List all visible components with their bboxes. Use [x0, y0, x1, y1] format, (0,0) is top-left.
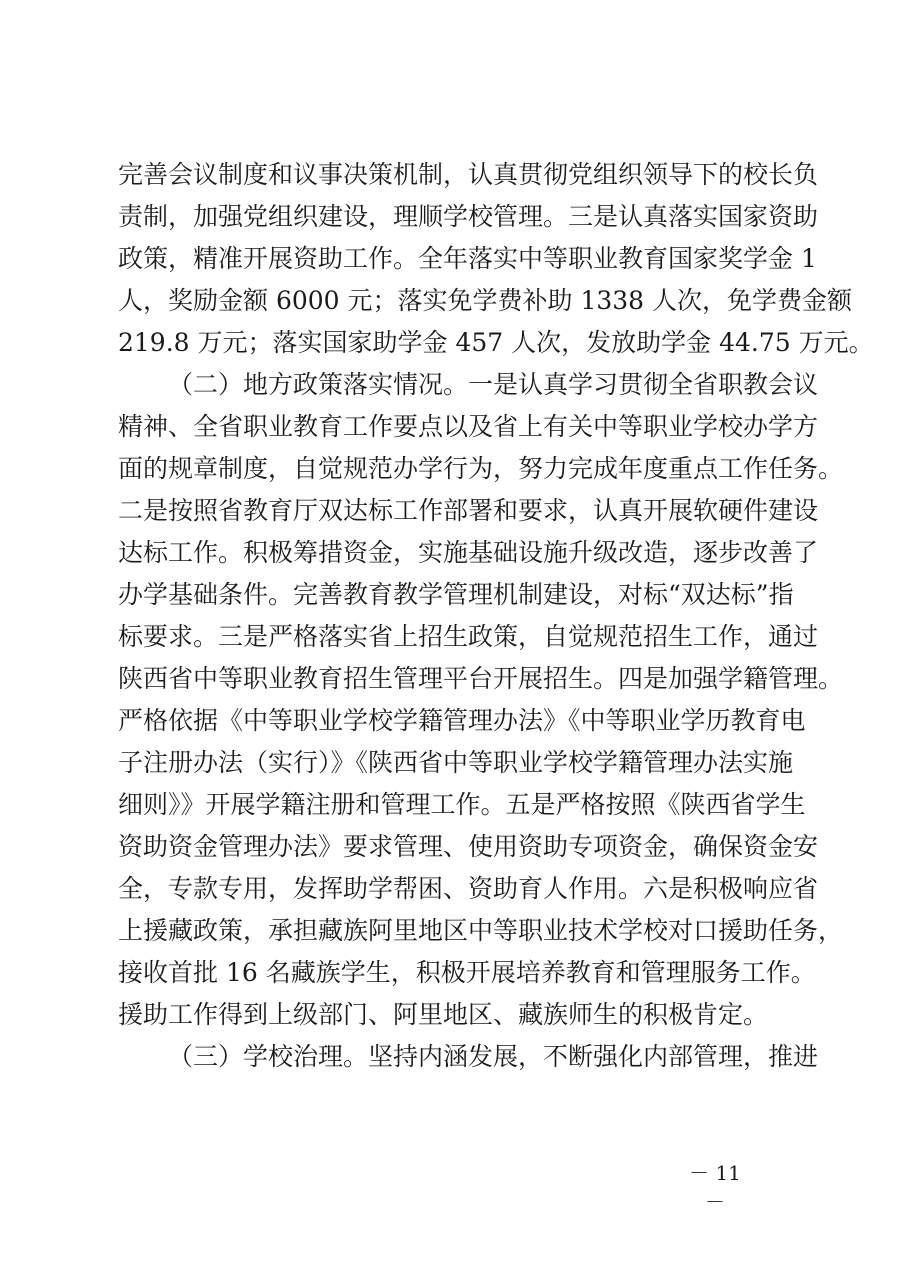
text-line: 标要求。三是严格落实省上招生政策，自觉规范招生工作，通过: [118, 622, 819, 651]
text-line: 子注册办法（实行）》《陕西省中等职业学校学籍管理办法实施: [118, 748, 794, 777]
text-line: 人，奖励金额 6000 元；落实免学费补助 1338 人次，免学费金额: [118, 286, 853, 315]
text-line: 援助工作得到上级部门、阿里地区、藏族师生的积极肯定。: [118, 1000, 769, 1029]
section-heading-line: （三）学校治理。坚持内涵发展，不断强化内部管理，推进: [168, 1042, 819, 1071]
text-line: 资助资金管理办法》要求管理、使用资助专项资金，确保资金安: [118, 832, 819, 861]
text-line: 面的规章制度，自觉规范办学行为，努力完成年度重点工作任务。: [118, 454, 844, 483]
text-line: 219.8 万元；落实国家助学金 457 人次，发放助学金 44.75 万元。: [118, 328, 874, 357]
text-line: 陕西省中等职业教育招生管理平台开展招生。四是加强学籍管理。: [118, 664, 844, 693]
text-line: 接收首批 16 名藏族学生，积极开展培养教育和管理服务工作。: [118, 958, 816, 987]
text-line: 全，专款专用，发挥助学帮困、资助育人作用。六是积极响应省: [118, 874, 819, 903]
text-line: 严格依据《中等职业学校学籍管理办法》《中等职业学历教育电: [118, 706, 806, 735]
page-number: － 11 －: [689, 1161, 741, 1214]
text-line: 责制，加强党组织建设，理顺学校管理。三是认真落实国家资助: [118, 202, 819, 231]
text-line: 政策，精准开展资助工作。全年落实中等职业教育国家奖学金 1: [118, 244, 817, 273]
text-line: 精神、全省职业教育工作要点以及省上有关中等职业学校办学方: [118, 412, 819, 441]
text-line: 二是按照省教育厅双达标工作部署和要求，认真开展软硬件建设: [118, 496, 819, 525]
text-line: 办学基础条件。完善教育教学管理机制建设，对标“双达标”指: [118, 580, 794, 609]
text-line: 上援藏政策，承担藏族阿里地区中等职业技术学校对口援助任务，: [118, 916, 844, 945]
text-line: 细则》》开展学籍注册和管理工作。五是严格按照《陕西省学生: [118, 790, 806, 819]
section-heading-line: （二）地方政策落实情况。一是认真学习贯彻全省职教会议: [168, 370, 819, 399]
body-text: [118, 154, 874, 1078]
text-line: 完善会议制度和议事决策机制，认真贯彻党组织领导下的校长负: [118, 160, 819, 189]
text-line: 达标工作。积极筹措资金，实施基础设施升级改造，逐步改善了: [118, 538, 819, 567]
